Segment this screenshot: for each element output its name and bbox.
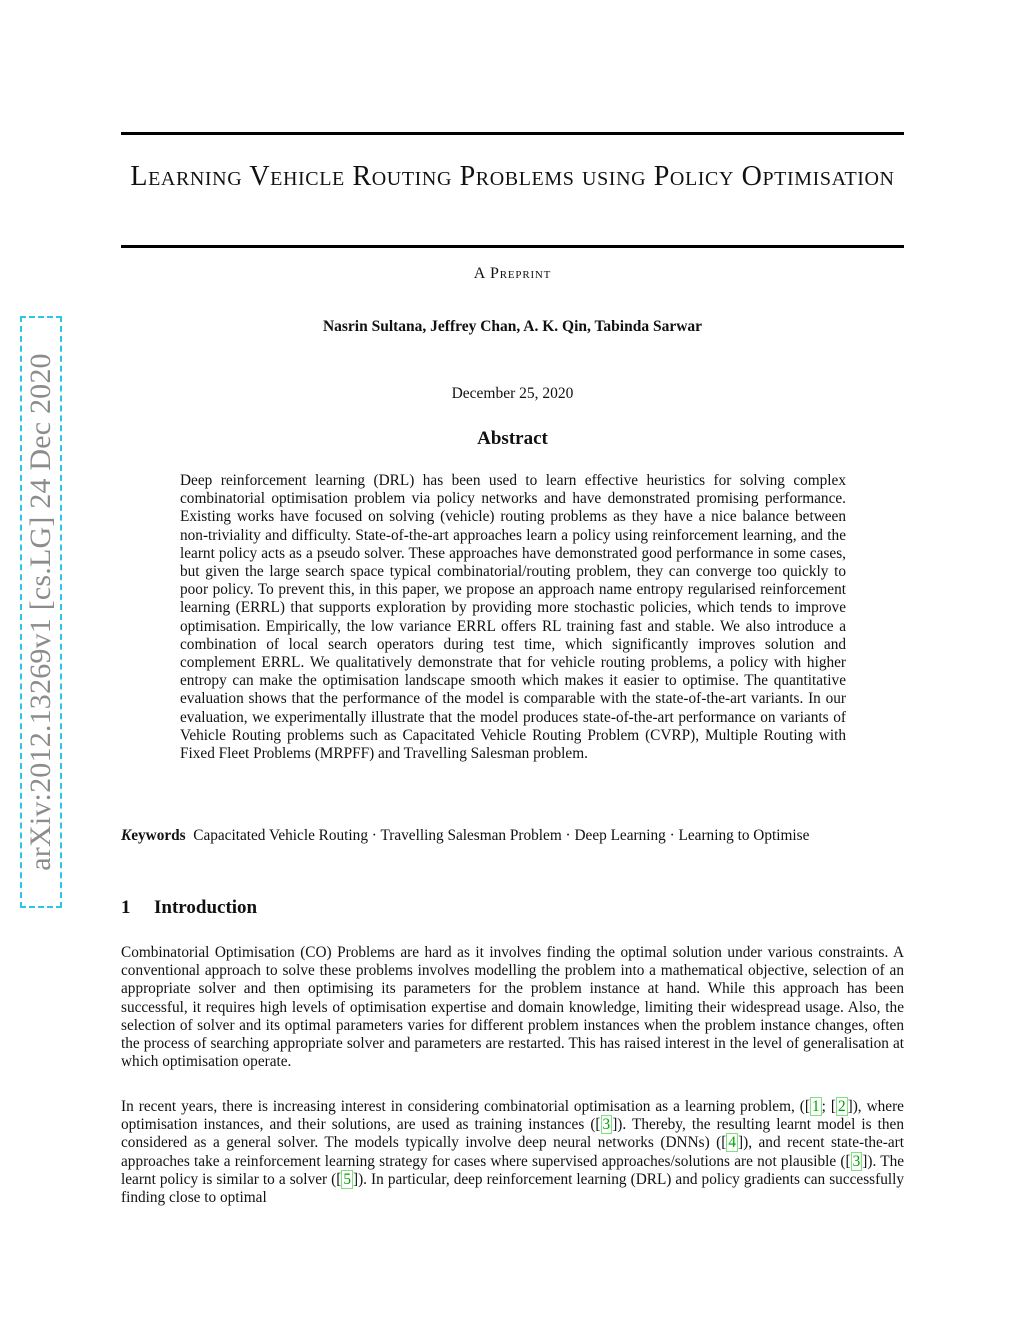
citation-link[interactable]: 5 xyxy=(343,1170,351,1188)
section-heading-introduction xyxy=(121,897,904,919)
section-title: Introduction xyxy=(154,897,258,918)
intro-p2-text: ]). Thereby, the resulting learnt model is then considered as a general solver. The models typically involve deep neural networks (DNNs) ([ xyxy=(121,1116,904,1152)
intro-p2-text: In recent years, there is increasing interest in considering combinatorial optimisation as a learning problem, ([ xyxy=(121,1098,810,1115)
keywords-list: Capacitated Vehicle Routing · Travelling Salesman Problem · Deep Learning · Learning to Optimise xyxy=(193,827,810,844)
author-list: Nasrin Sultana, Jeffrey Chan, A. K. Qin, Tabinda Sarwar xyxy=(322,318,703,335)
abstract-heading: Abstract xyxy=(477,428,548,449)
section-number: 1 xyxy=(121,897,131,918)
intro-paragraph-1: Combinatorial Optimisation (CO) Problems are hard as it involves finding the optimal solution under various constraints. A conventional approach to solve these problems involves modelling the problem into a mathematical objective, selection of an appropriate solver and then optimising its parameters for the problem instance at hand. While this approach has been successful, it requires high levels of optimisation expertise and domain knowledge, limiting their widespread usage. Also, the selection of solver and its optimal parameters varies for different problem instances when the problem instance changes, often the process of searching appropriate solver and parameters are restarted. This has raised interest in the level of generalisation at which optimisation operate. xyxy=(121,944,904,1071)
intro-p2-text: ]), and recent state-the-art approaches take a reinforcement learning strategy for cases where supervised approaches/solutions are not plausible ([ xyxy=(121,1134,905,1170)
abstract-text: Deep reinforcement learning (DRL) has been used to learn effective heuristics for solving complex combinatorial optimisation problem via policy networks and have demonstrated promising performance. Existing works have focused on solving (vehicle) routing problems as they have a nice balance between non-triviality and difficulty. State-of-the-art approaches learn a policy using reinforcement learning, and the learnt policy acts as a pseudo solver. These approaches have demonstrated good performance in some cases, but given the large search space typical combinatorial/routing problem, they can converge too quickly to poor policy. To prevent this, in this paper, we propose an approach name entropy regularised reinforcement learning (ERRL) that supports exploration by providing more stochastic policies, which tends to improve optimisation. Empirically, the low variance ERRL offers RL training fast and stable. We also introduce a combination of local search operators during test time, which significantly improves solution and complement ERRL. We qualitatively demonstrate that for vehicle routing problems, a policy with higher entropy can make the optimisation landscape smooth which makes it easier to optimise. The quantitative evaluation shows that the performance of the model is comparable with the state-of-the-art variants. In our evaluation, we experimentally illustrate that the model produces state-of-the-art performance on variants of Vehicle Routing problems such as Capacitated Vehicle Routing Problem (CVRP), Multiple Routing with Fixed Fleet Problems (MRPFF) and Travelling Salesman problem. xyxy=(180,472,846,763)
keywords-label: eywords xyxy=(131,827,186,844)
intro-p2-text: ]). The learnt policy is similar to a solver ([ xyxy=(121,1152,905,1188)
citation-link[interactable]: 3 xyxy=(602,1116,611,1134)
citation-link[interactable]: 3 xyxy=(852,1152,861,1170)
title-rule-top xyxy=(121,132,904,135)
keywords xyxy=(121,827,904,845)
preprint-label: A Preprint xyxy=(473,265,552,282)
title-rule-bottom xyxy=(121,245,904,248)
intro-paragraph-2 xyxy=(121,1098,904,1207)
citation-link[interactable]: 4 xyxy=(728,1134,737,1152)
keywords-label-initial: K xyxy=(121,827,132,844)
citation-link[interactable]: 1 xyxy=(811,1098,820,1115)
intro-p2-text: ; [ xyxy=(821,1098,836,1115)
paper-title: Learning Vehicle Routing Problems using Policy Optimisation xyxy=(130,161,895,192)
intro-p2-text: ]). In particular, deep reinforcement learning (DRL) and policy gradients can successfully finding close to optimal xyxy=(121,1170,904,1207)
paper-date: December 25, 2020 xyxy=(451,385,574,402)
arxiv-identifier[interactable]: arXiv:2012.13269v1 [cs.LG] 24 Dec 2020 xyxy=(24,353,57,871)
citation-link[interactable]: 2 xyxy=(837,1098,846,1115)
intro-p2-text: ]), where optimisation instances, and their solutions, are used as training instances ([ xyxy=(121,1098,904,1134)
